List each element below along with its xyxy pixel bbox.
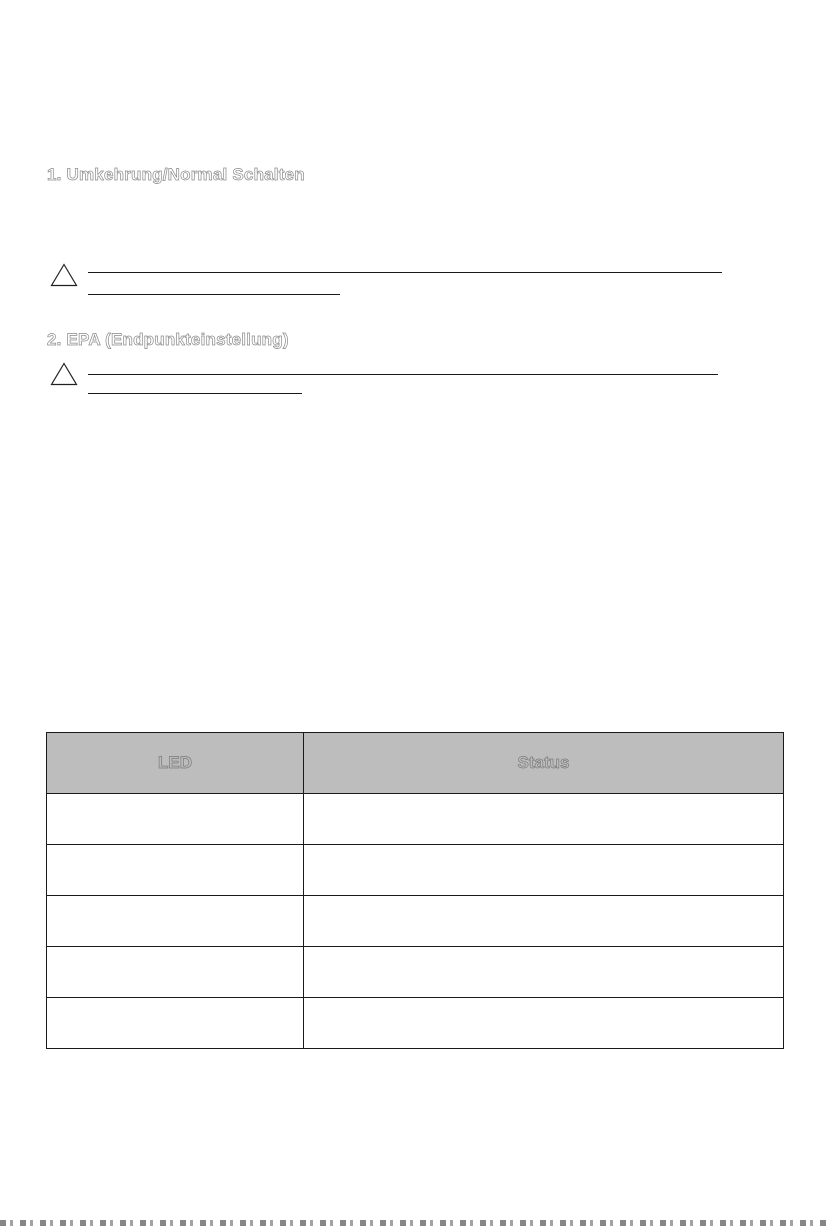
led-status-table xyxy=(46,732,784,1049)
redacted-text-line xyxy=(88,272,722,273)
status-cell xyxy=(304,947,784,998)
led-cell xyxy=(47,947,304,998)
table-row xyxy=(47,947,784,998)
warning-triangle-icon xyxy=(50,362,78,386)
table-row xyxy=(47,845,784,896)
status-cell xyxy=(304,998,784,1049)
led-cell xyxy=(47,794,304,845)
table-row xyxy=(47,794,784,845)
section-2-heading: 2. EPA (Endpunkteinstellung) xyxy=(47,330,289,349)
status-cell xyxy=(304,896,784,947)
led-column-header: LED xyxy=(47,733,304,794)
status-cell xyxy=(304,845,784,896)
status-cell xyxy=(304,794,784,845)
status-column-header: Status xyxy=(304,733,784,794)
led-cell xyxy=(47,896,304,947)
led-cell xyxy=(47,998,304,1049)
warning-triangle-icon xyxy=(50,263,78,287)
redacted-text-line xyxy=(88,374,718,375)
table-header-row xyxy=(47,733,784,794)
section-1-heading: 1. Umkehrung/Normal Schalten xyxy=(47,165,305,184)
redacted-text-line xyxy=(88,393,302,394)
redacted-text-line xyxy=(88,294,340,295)
table-row xyxy=(47,998,784,1049)
table-row xyxy=(47,896,784,947)
led-cell xyxy=(47,845,304,896)
page-footer-artifact xyxy=(0,1220,826,1226)
